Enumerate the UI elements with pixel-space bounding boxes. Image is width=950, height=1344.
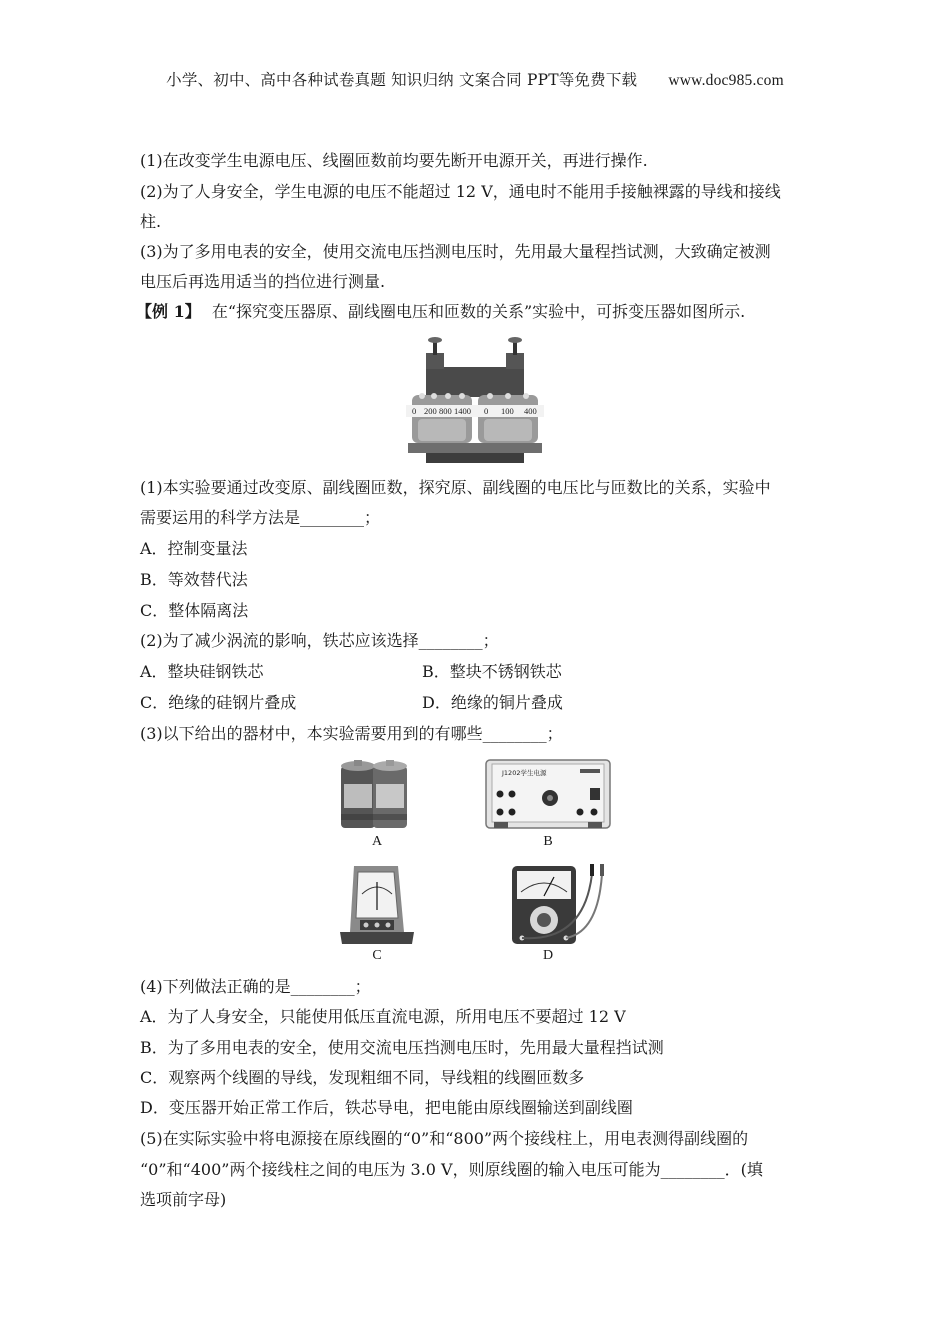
example-line [136,302,745,322]
page-header [0,68,950,90]
example-text: 在“探究变压器原、副线圈电压和匝数的关系”实验中，可拆变压器如图所示. [211,302,746,321]
note-2-cont: 柱. [140,212,162,231]
q2-option-b: B．整块不锈钢铁芯 [422,662,562,681]
q4-option-c: C．观察两个线圈的导线，发现粗细不同，导线粗的线圈匝数多 [140,1068,585,1087]
q1-option-c: C．整体隔离法 [140,601,249,620]
galvanometer-figure [334,860,420,946]
q1-stem-1: (1)本实验要通过改变原、副线圈匝数，探究原、副线圈的电压比与匝数比的关系，实验中 [140,478,771,497]
secondary-scale-400: 400 [524,406,537,416]
secondary-scale-0: 0 [484,406,489,416]
q4-option-b: B．为了多用电表的安全，使用交流电压挡测电压时，先用最大量程挡试测 [140,1038,664,1057]
secondary-scale-100: 100 [501,406,514,416]
power-supply-label: J1202学生电源 [502,769,547,777]
battery-figure [338,758,414,830]
q5-stem-3: 选项前字母) [140,1190,227,1209]
q2-option-c: C．绝缘的硅钢片叠成 [140,693,297,712]
primary-scale-800: 800 [439,406,452,416]
power-supply-figure [484,758,612,830]
q1-option-a: A．控制变量法 [140,539,248,558]
header-site: www.doc985.com [668,72,784,89]
note-3-cont: 电压后再选用适当的挡位进行测量. [140,272,386,291]
primary-scale-1400: 1400 [454,406,471,416]
q2-stem: (2)为了减少涡流的影响，铁芯应该选择________； [140,631,499,650]
multimeter-figure [508,862,608,946]
note-3: (3)为了多用电表的安全，使用交流电压挡测电压时，先用最大量程挡试测，大致确定被测 [140,242,771,261]
note-1: (1)在改变学生电源电压、线圈匝数前均要先断开电源开关，再进行操作. [140,151,648,170]
note-2: (2)为了人身安全，学生电源的电压不能超过 12 V，通电时不能用手接触裸露的导线和接线 [140,182,781,201]
caption-c: C [372,948,382,963]
q4-stem: (4)下列做法正确的是________； [140,977,371,996]
q4-option-d: D．变压器开始正常工作后，铁芯导电，把电能由原线圈输送到副线圈 [140,1098,633,1117]
primary-scale-0: 0 [412,406,417,416]
example-tag: 【例 1】 [136,302,201,321]
q3-stem: (3)以下给出的器材中，本实验需要用到的有哪些________； [140,724,563,743]
q5-stem-2: “0”和“400”两个接线柱之间的电压为 3.0 V，则原线圈的输入电压可能为________．(填 [140,1160,763,1179]
caption-d: D [542,948,554,963]
q2-option-d: D．绝缘的铜片叠成 [422,693,563,712]
caption-a: A [371,834,383,849]
q2-option-a: A．整块硅钢铁芯 [140,662,264,681]
transformer-figure [404,333,546,465]
q1-option-b: B．等效替代法 [140,570,248,589]
primary-scale-200: 200 [424,406,437,416]
q4-option-a: A．为了人身安全，只能使用低压直流电源，所用电压不要超过 12 V [140,1007,626,1026]
q1-stem-2: 需要运用的科学方法是________； [140,508,381,527]
caption-b: B [543,834,553,849]
header-text: 小学、初中、高中各种试卷真题 知识归纳 文案合同 PPT等免费下载 [166,71,638,89]
q5-stem-1: (5)在实际实验中将电源接在原线圈的“0”和“800”两个接线柱上，用电表测得副线圈的 [140,1129,749,1148]
